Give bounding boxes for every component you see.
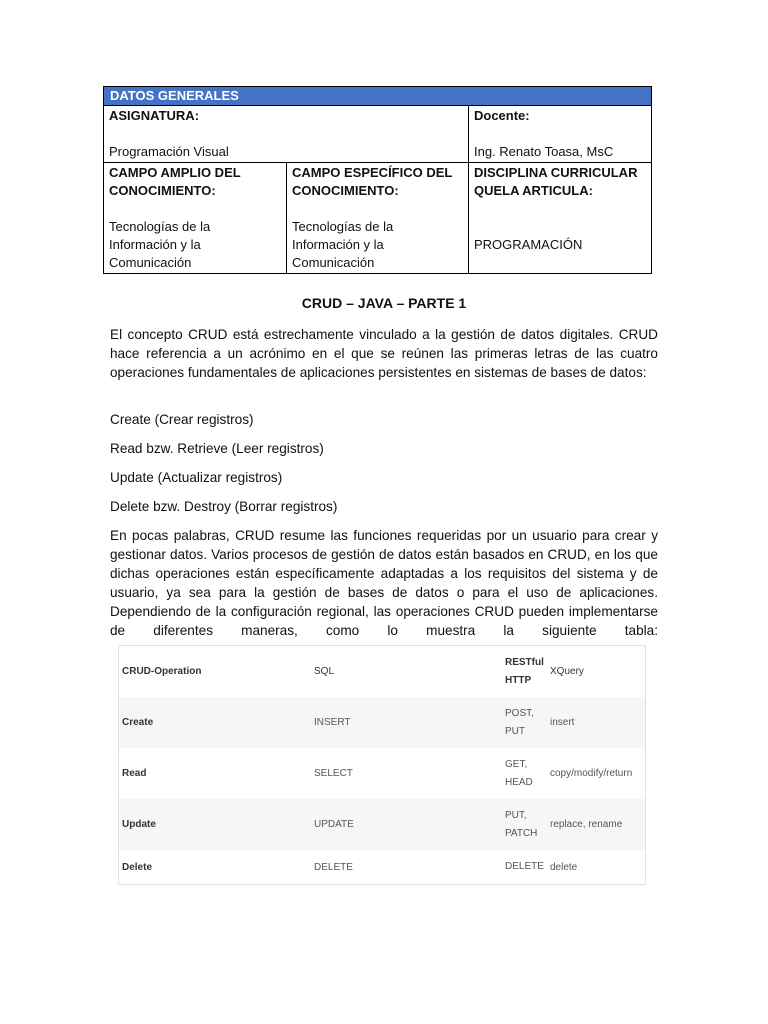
header-xquery: XQuery [550,666,584,677]
header-http: HTTP [505,674,532,686]
row-http [505,799,549,850]
row-op: Delete [122,861,153,873]
disciplina-value: PROGRAMACIÓN [474,237,583,252]
docente-value: Ing. Renato Toasa, MsC [474,144,614,159]
row-sql: SELECT [314,768,353,779]
row-http [505,850,549,884]
op-update: Update (Actualizar registros) [110,470,283,485]
row-sql: UPDATE [314,819,354,830]
row-http-1: PUT, [505,809,527,821]
crud-table-header-row [119,646,645,697]
campo-especifico-value: Tecnologías de la Información y la Comunicación [292,219,394,270]
row-xquery: replace, rename [550,819,623,830]
header-restful-http [505,646,549,697]
campo-amplio-label-1: CAMPO AMPLIO DEL [109,165,241,180]
table-row [119,850,645,884]
asignatura-value: Programación Visual [109,144,229,159]
op-delete: Delete bzw. Destroy (Borrar registros) [110,499,338,514]
header-sql: SQL [314,666,335,677]
docente-label: Docente: [474,108,530,123]
row-xquery: delete [550,861,578,873]
table-row [119,697,645,748]
disciplina-label-2: QUELA ARTICULA: [474,183,593,198]
summary-paragraph: En pocas palabras, CRUD resume las funciones requeridas por un usuario para crear y gestionar datos. Varios procesos de gestión de datos están basados en CRUD, en los que dichas operaciones están específicamente adaptadas a los requisitos del sistema y de usuario, ya sea para la gestión de bases de datos o para el uso de aplicaciones. Dependiendo de la configuración regional, las operaciones CRUD pueden implementarse de diferentes maneras, como lo muestra la siguiente tabla: [110,528,658,638]
row-xquery: copy/modify/return [550,768,633,779]
campo-amplio-cell [104,163,287,274]
row-http-2: PATCH [505,827,538,839]
general-data-table [103,86,652,274]
row-xquery: insert [550,717,575,728]
row-http [505,697,549,748]
campo-amplio-label-2: CONOCIMIENTO: [109,183,216,198]
general-data-header: DATOS GENERALES [104,87,652,106]
table-row [119,799,645,850]
op-create: Create (Crear registros) [110,412,254,427]
campo-especifico-label-1: CAMPO ESPECÍFICO DEL [292,165,453,180]
docente-cell [469,106,652,163]
row-http [505,748,549,799]
document-title: CRUD – JAVA – PARTE 1 [301,295,467,311]
row-http-1: POST, [505,707,534,719]
disciplina-label-1: DISCIPLINA CURRICULAR [474,165,638,180]
table-row [119,748,645,799]
campo-especifico-cell [287,163,469,274]
campo-especifico-label-2: CONOCIMIENTO: [292,183,399,198]
disciplina-cell [469,163,652,274]
row-op: Create [122,717,154,728]
asignatura-cell [104,106,469,163]
intro-paragraph: El concepto CRUD está estrechamente vinculado a la gestión de datos digitales. CRUD hace referencia a un acrónimo en el que se reúnen las primeras letras de las cuatro operaciones fundamentales de aplicaciones persistentes en sistemas de bases de datos: [110,327,658,380]
row-http-1: DELETE [505,861,544,872]
row-op: Update [122,819,156,830]
row-sql: INSERT [314,717,351,728]
crud-operations-table [118,645,646,885]
header-restful: RESTful [505,656,544,668]
campo-amplio-value: Tecnologías de la Información y la Comunicación [109,219,211,270]
row-sql: DELETE [314,861,353,873]
row-op: Read [122,768,147,779]
asignatura-label: ASIGNATURA: [109,108,200,123]
header-crud-operation: CRUD-Operation [122,666,202,677]
row-http-2: HEAD [505,776,533,788]
row-http-1: GET, [505,758,528,770]
op-read: Read bzw. Retrieve (Leer registros) [110,441,324,456]
row-http-2: PUT [505,725,525,737]
